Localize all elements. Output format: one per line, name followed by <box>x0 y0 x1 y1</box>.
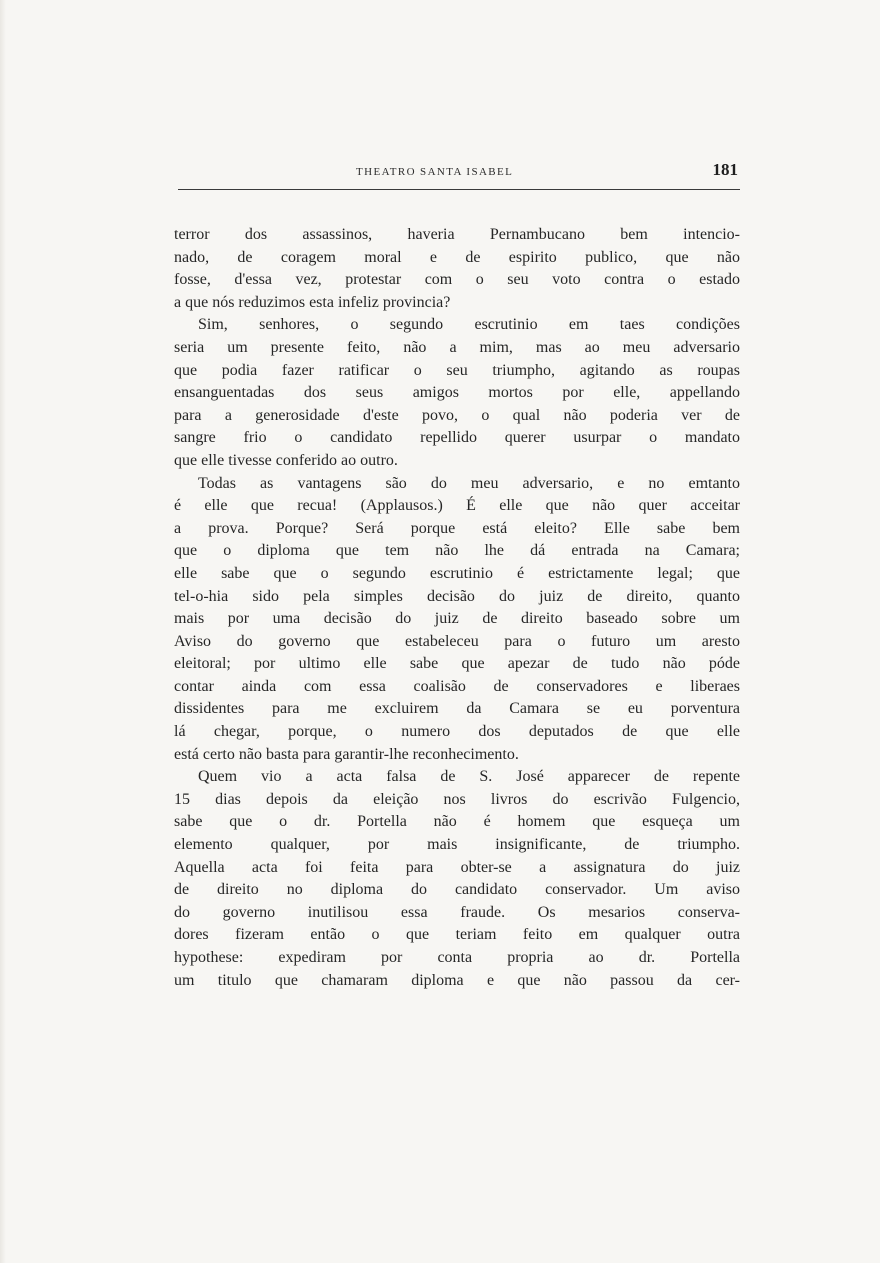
text-line: Quem vio a acta falsa de S. José apparecer de repente <box>198 768 740 786</box>
text-line: hypothese: expediram por conta propria ao dr. Portella <box>174 949 740 966</box>
text-line: elemento qualquer, por mais insignificante, de triumpho. <box>174 836 740 854</box>
text-line: está certo não basta para garantir-lhe reconhecimento. <box>174 745 519 763</box>
text-line: eleitoral; por ultimo elle sabe que apezar de tudo não póde <box>174 655 740 673</box>
running-title: THEATRO SANTA ISABEL <box>356 166 514 178</box>
text-line: dissidentes para me excluirem da Camara se eu porventura <box>174 700 740 718</box>
body-text <box>174 224 740 992</box>
text-line: terror dos assassinos, haveria Pernambucano bem intencio- <box>174 226 740 243</box>
text-line: nado, de coragem moral e de espirito publico, que não <box>174 248 740 266</box>
text-line: tel-o-hia sido pela simples decisão do juiz de direito, quanto <box>174 587 740 605</box>
text-line: Todas as vantagens são do meu adversario, e no emtanto <box>198 474 740 492</box>
text-line: ensanguentadas dos seus amigos mortos por elle, appellando <box>174 384 740 402</box>
text-line: que podia fazer ratificar o seu triumpho, agitando as roupas <box>174 361 740 379</box>
text-line: elle sabe que o segundo escrutinio é estrictamente legal; que <box>174 564 740 582</box>
text-line: seria um presente feito, não a mim, mas ao meu adversario <box>174 338 740 356</box>
text-line: que o diploma que tem não lhe dá entrada na Camara; <box>174 542 740 560</box>
page-number: 181 <box>712 160 738 179</box>
text-line: dores fizeram então o que teriam feito em qualquer outra <box>174 926 740 944</box>
text-line: que elle tivesse conferido ao outro. <box>174 451 398 469</box>
text-line: mais por uma decisão do juiz de direito baseado sobre um <box>174 610 740 628</box>
text-line: contar ainda com essa coalisão de conservadores e liberaes <box>174 677 740 695</box>
text-line: sabe que o dr. Portella não é homem que esqueça um <box>174 813 740 831</box>
text-line: a prova. Porque? Será porque está eleito? Elle sabe bem <box>174 519 740 537</box>
running-head <box>178 160 740 186</box>
text-line: Aquella acta foi feita para obter-se a assignatura do juiz <box>174 858 740 876</box>
text-line: de direito no diploma do candidato conservador. Um aviso <box>174 881 740 899</box>
text-line: um titulo que chamaram diploma e que não passou da cer- <box>174 971 740 989</box>
text-line: sangre frio o candidato repellido querer usurpar o mandato <box>174 429 740 447</box>
text-line: Aviso do governo que estabeleceu para o futuro um aresto <box>174 632 740 650</box>
text-line: para a generosidade d'este povo, o qual não poderia ver de <box>174 406 740 424</box>
text-line: é elle que recua! (Applausos.) É elle que não quer acceitar <box>174 497 740 515</box>
text-line: a que nós reduzimos esta infeliz provincia? <box>174 293 451 311</box>
text-line: do governo inutilisou essa fraude. Os mesarios conserva- <box>174 903 740 921</box>
page-binding-edge <box>0 0 6 1263</box>
text-line: Sim, senhores, o segundo escrutinio em taes condições <box>198 316 740 334</box>
text-line: fosse, d'essa vez, protestar com o seu voto contra o estado <box>174 271 740 289</box>
text-line: lá chegar, porque, o numero dos deputados de que elle <box>174 723 740 741</box>
header-rule <box>178 189 740 190</box>
text-line: 15 dias depois da eleição nos livros do escrivão Fulgencio, <box>174 790 740 808</box>
